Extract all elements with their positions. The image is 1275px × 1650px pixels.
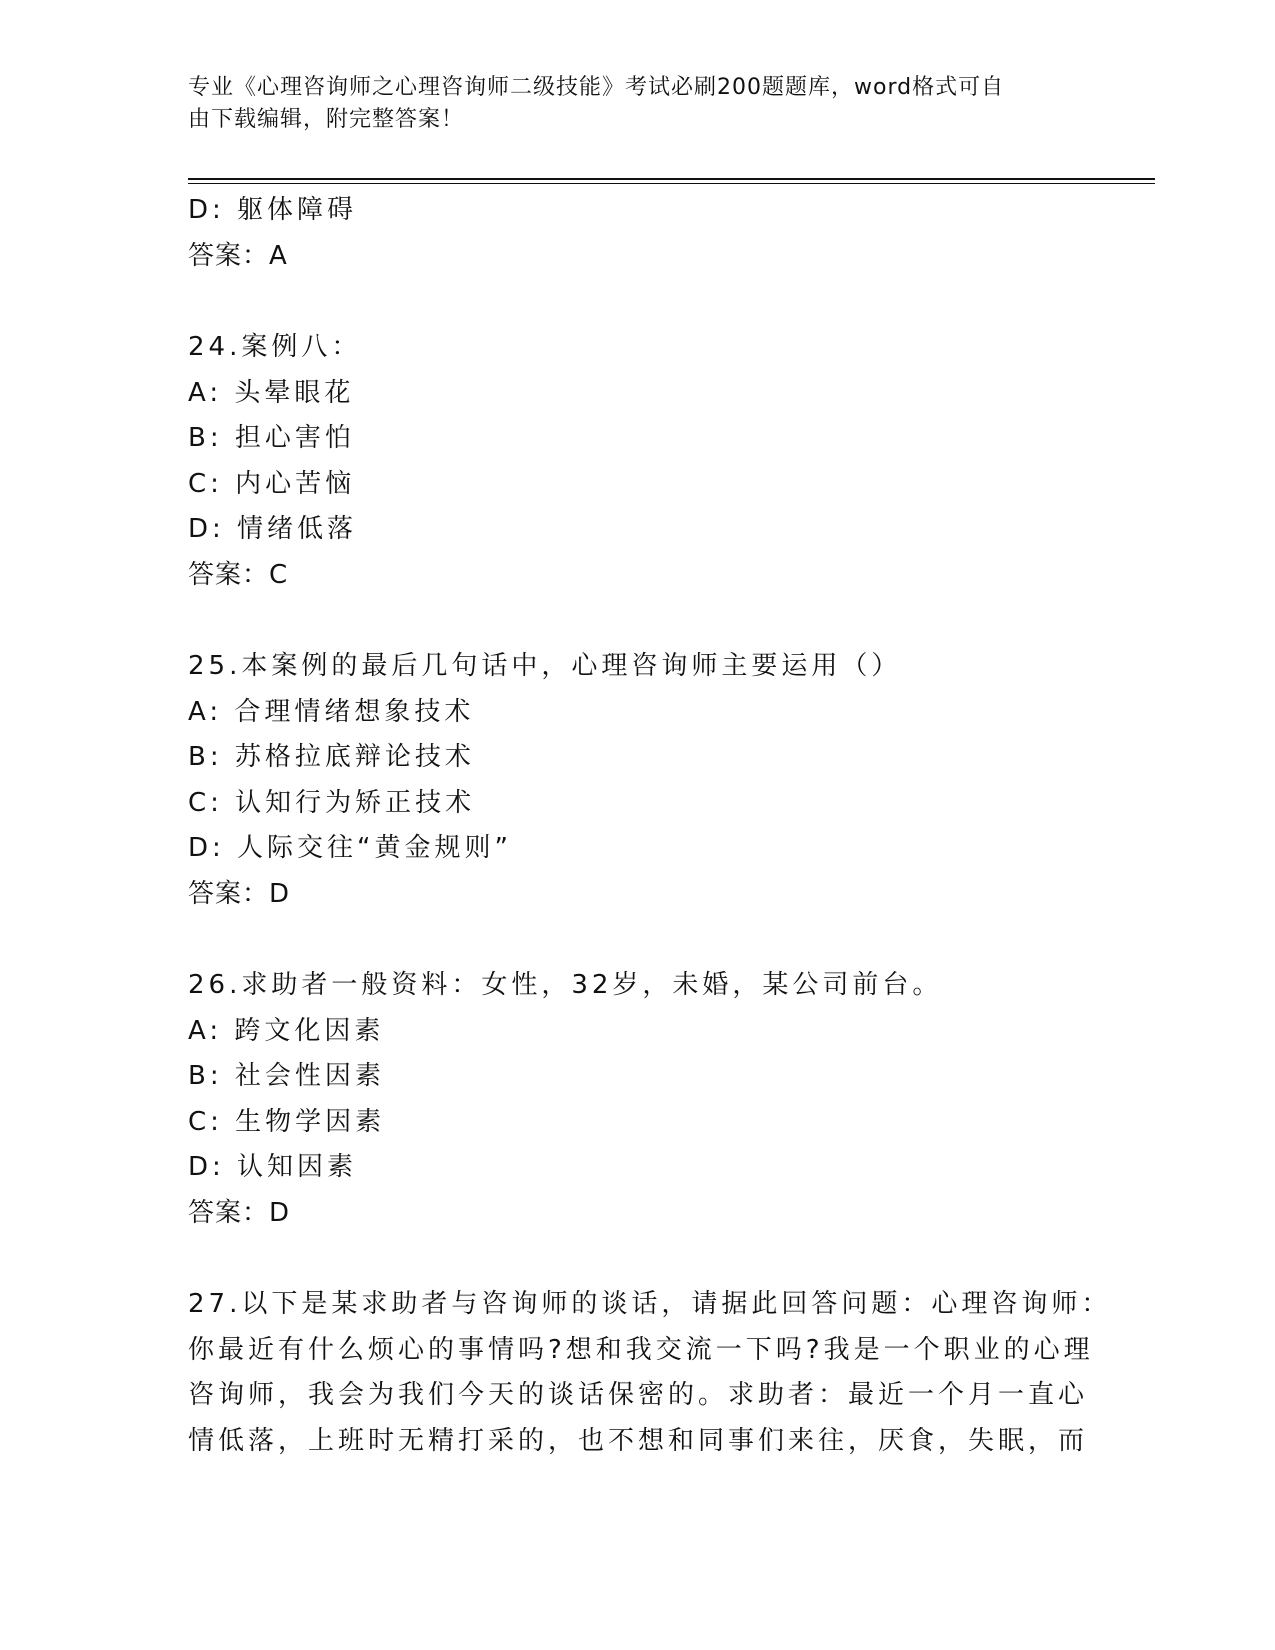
header-line-2: 由下载编辑，附完整答案！ — [188, 107, 465, 132]
q23-option-d: D: 躯体障碍 — [188, 195, 358, 225]
q25-option-c: C: 认知行为矫正技术 — [188, 787, 476, 818]
q24-option-d: D: 情绪低落 — [188, 514, 358, 544]
q26-stem: 26.求助者一般资料：女性，32岁，未婚，某公司前台。 — [188, 970, 943, 1000]
q26-answer: 答案：D — [188, 1197, 291, 1228]
q24-option-a: A: 头晕眼花 — [188, 377, 355, 408]
q24-option-c: C: 内心苦恼 — [188, 468, 356, 499]
q24-option-b: B: 担心害怕 — [188, 423, 355, 453]
spacer — [188, 917, 1068, 963]
q25-option-b: B: 苏格拉底辩论技术 — [188, 742, 475, 772]
page-header — [188, 72, 1068, 136]
q24-stem: 24.案例八： — [188, 332, 362, 362]
q27-line-3: 咨询师，我会为我们今天的谈话保密的。求助者：最近一个月一直心 — [188, 1380, 1089, 1410]
q27-line-4: 情低落，上班时无精打采的，也不想和同事们来往，厌食，失眠，而 — [188, 1425, 1089, 1456]
header-divider-thin — [188, 183, 1155, 184]
q26-option-a: A: 跨文化因素 — [188, 1015, 385, 1046]
q25-stem: 25.本案例的最后几句话中，心理咨询师主要运用（） — [188, 651, 902, 681]
spacer — [188, 1236, 1068, 1282]
q26-option-b: B: 社会性因素 — [188, 1061, 385, 1091]
q25-option-a: A: 合理情绪想象技术 — [188, 696, 475, 727]
q26-option-d: D: 认知因素 — [188, 1152, 358, 1182]
spacer — [188, 279, 1068, 325]
header-divider-thick — [188, 178, 1155, 180]
spacer — [188, 598, 1068, 644]
q23-answer: 答案：A — [188, 240, 288, 271]
q25-answer: 答案：D — [188, 878, 291, 909]
q26-option-c: C: 生物学因素 — [188, 1106, 386, 1137]
header-line-1: 专业《心理咨询师之心理咨询师二级技能》考试必刷200题题库，word格式可自 — [188, 75, 1005, 100]
q25-option-d: D: 人际交往“黄金规则” — [188, 833, 512, 863]
q27-line-2: 你最近有什么烦心的事情吗?想和我交流一下吗?我是一个职业的心理 — [188, 1334, 1094, 1365]
q24-answer: 答案：C — [188, 559, 289, 590]
q27-line-1: 27.以下是某求助者与咨询师的谈话，请据此回答问题：心理咨询师： — [188, 1289, 1112, 1319]
question-content — [188, 188, 1112, 1464]
